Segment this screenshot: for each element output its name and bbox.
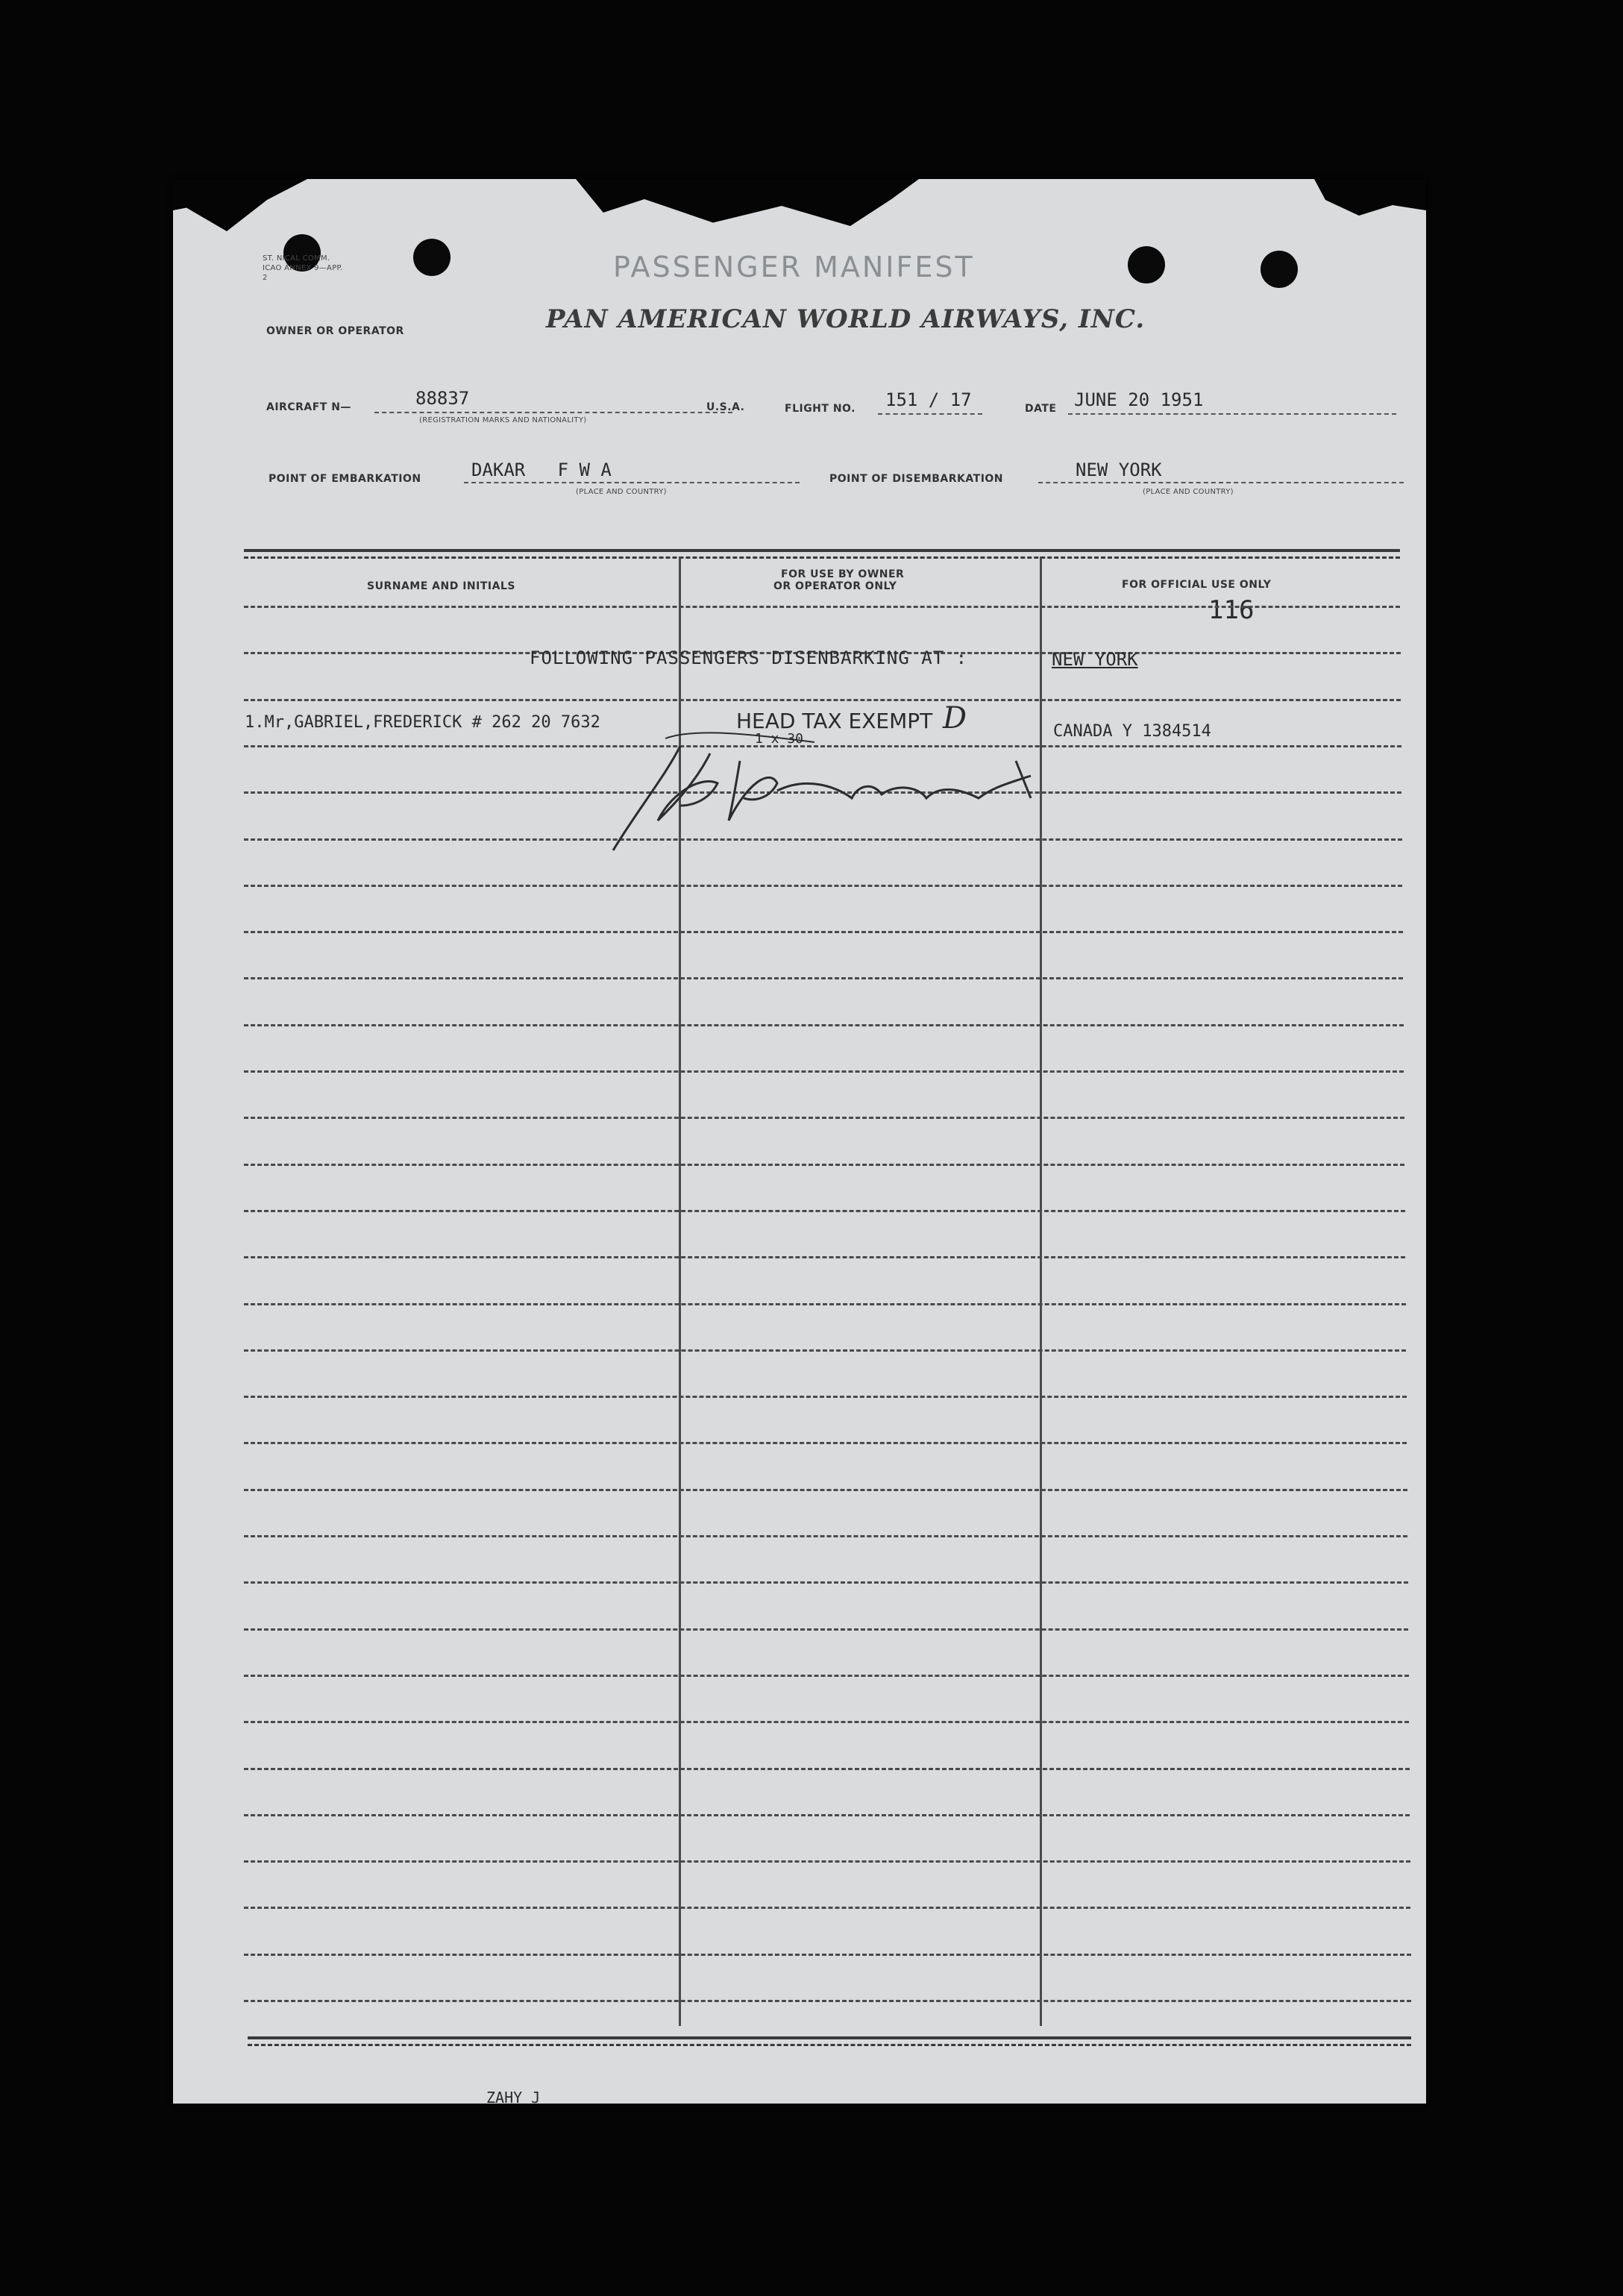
aircraft-underline: [374, 412, 732, 413]
passenger-name: 1.Mr,GABRIEL,FREDERICK # 262 20 7632: [245, 713, 600, 732]
country-label: U.S.A.: [706, 401, 745, 413]
col-owner-header-1: FOR USE BY OWNER: [781, 568, 905, 580]
table-top-rule: [244, 556, 1400, 559]
torn-edge: [173, 179, 307, 231]
company-name: PAN AMERICAN WORLD AIRWAYS, INC.: [546, 304, 1146, 334]
flight-value: 151 / 17: [885, 389, 972, 410]
disembarkation-label: POINT OF DISEMBARKATION: [829, 473, 1004, 485]
corner-code: ST. NICAL COMM. ICAO ANNEX 9—APP. 2: [263, 254, 343, 282]
table-row-rule: [244, 1256, 1405, 1258]
table-row-rule: [244, 1535, 1407, 1537]
table-row-rule: [244, 1675, 1409, 1677]
embarkation-underline: [464, 482, 800, 483]
punch-hole: [1261, 251, 1298, 288]
official-number: 116: [1208, 595, 1255, 625]
following-place: NEW YORK: [1052, 649, 1138, 670]
embarkation-value: DAKAR F W A: [471, 459, 612, 480]
table-row-rule: [244, 1860, 1410, 1863]
aircraft-value: 88837: [415, 388, 470, 409]
table-row-rule: [244, 1628, 1408, 1631]
small-mark: 1 x 30: [755, 731, 804, 747]
table-row-rule: [244, 1024, 1404, 1026]
table-row-rule: [244, 1070, 1404, 1073]
annotation-letter: D: [943, 701, 967, 735]
flight-label: FLIGHT NO.: [785, 403, 856, 415]
following-text: FOLLOWING PASSENGERS DISENBARKING AT :: [530, 647, 968, 668]
table-row-rule: [244, 1210, 1405, 1212]
disembarkation-value: NEW YORK: [1076, 459, 1162, 480]
torn-edge: [576, 179, 919, 246]
table-row-rule: [244, 1768, 1410, 1770]
col-surname-header: SURNAME AND INITIALS: [367, 580, 515, 592]
form-title: PASSENGER MANIFEST: [613, 251, 975, 283]
punch-hole: [1128, 246, 1165, 283]
table-row-rule: [244, 699, 1401, 701]
table-row-rule: [244, 1954, 1411, 1956]
table-row-rule: [244, 606, 1400, 608]
table-row-rule: [244, 1581, 1408, 1584]
table-row-rule: [244, 1303, 1406, 1305]
table-row-rule: [244, 885, 1402, 887]
table-row-rule: [244, 931, 1403, 933]
table-row-rule: [244, 1442, 1407, 1444]
flight-underline: [878, 413, 982, 415]
date-underline: [1068, 413, 1396, 415]
aircraft-sub: (REGISTRATION MARKS AND NATIONALITY): [419, 416, 587, 424]
table-row-rule: [244, 1907, 1410, 1909]
date-label: DATE: [1025, 403, 1057, 415]
table-bottom-rule: [248, 2036, 1411, 2039]
torn-edge: [1314, 179, 1426, 231]
table-bottom-rule: [248, 2044, 1411, 2046]
head-tax-stamp: HEAD TAX EXEMPT: [736, 709, 933, 733]
table-row-rule: [244, 977, 1403, 979]
embarkation-sub: (PLACE AND COUNTRY): [576, 488, 667, 496]
table-row-rule: [244, 1349, 1406, 1352]
disembarkation-underline: [1038, 482, 1404, 483]
table-row-rule: [244, 1814, 1410, 1816]
table-row-rule: [244, 1489, 1407, 1491]
table-top-rule: [244, 549, 1400, 552]
table-row-rule: [244, 1117, 1404, 1119]
official-entry: CANADA Y 1384514: [1053, 722, 1211, 741]
aircraft-label: AIRCRAFT N—: [266, 401, 351, 413]
footer-note: ZAHY J: [486, 2089, 541, 2107]
col-owner-header-2: OR OPERATOR ONLY: [773, 580, 897, 592]
punch-hole: [413, 239, 451, 276]
date-value: JUNE 20 1951: [1074, 389, 1204, 410]
col-official-header: FOR OFFICIAL USE ONLY: [1122, 579, 1272, 591]
signature: [591, 731, 1053, 858]
table-row-rule: [244, 2000, 1411, 2002]
owner-label: OWNER OR OPERATOR: [266, 325, 404, 337]
disembarkation-sub: (PLACE AND COUNTRY): [1143, 488, 1234, 496]
manifest-sheet: [173, 179, 1426, 2107]
table-row-rule: [244, 1396, 1407, 1398]
table-row-rule: [244, 1721, 1409, 1723]
table-row-rule: [244, 1164, 1404, 1166]
embarkation-label: POINT OF EMBARKATION: [269, 473, 421, 485]
